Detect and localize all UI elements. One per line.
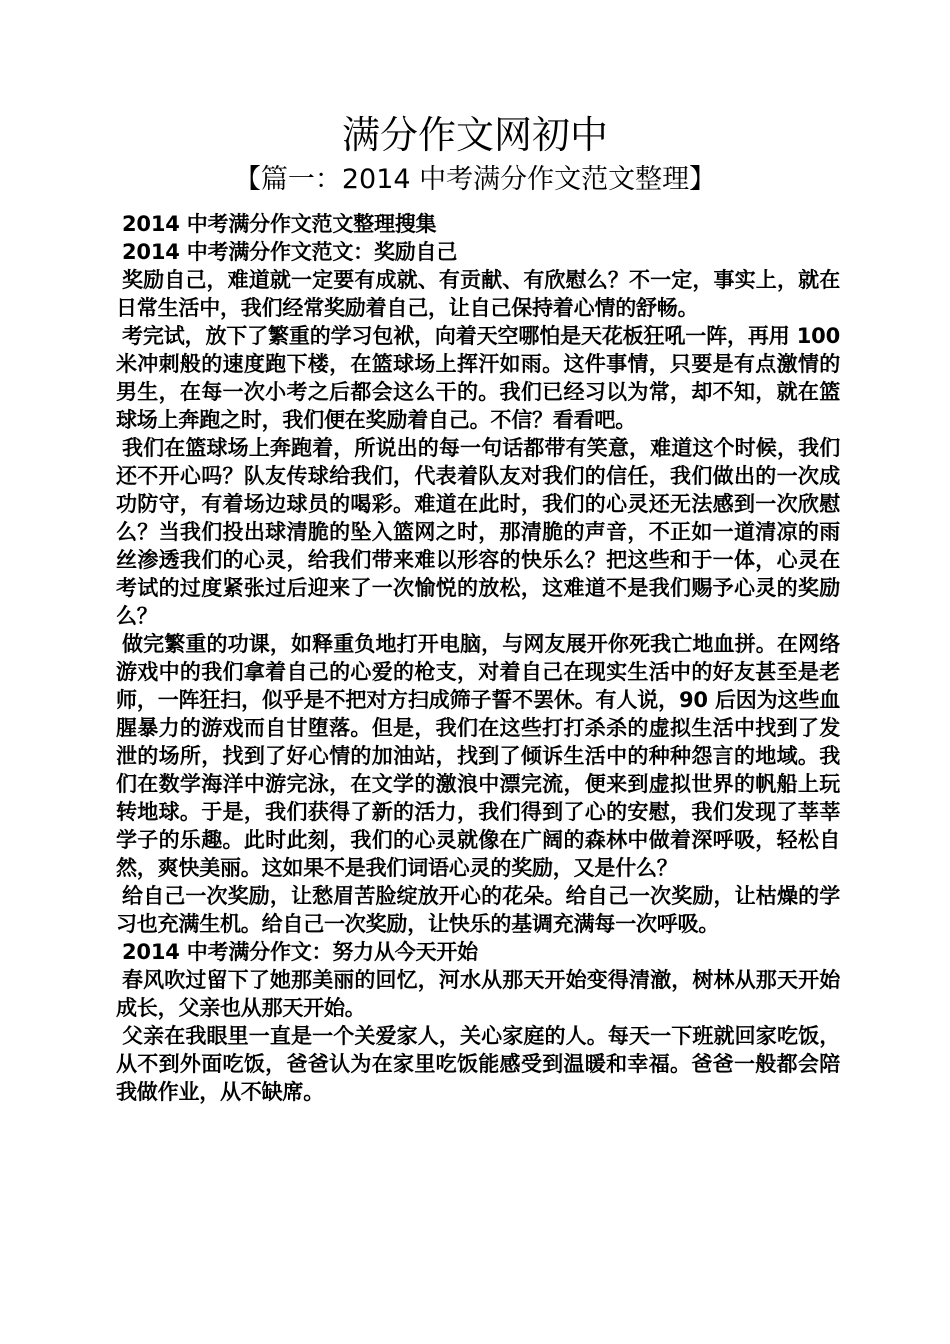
document-title: 满分作文网初中 (341, 113, 608, 157)
section-heading: 2014 中考满分作文范文整理搜集 (122, 212, 437, 236)
section-heading: 2014 中考满分作文范文：奖励自己 (122, 240, 458, 264)
paragraph: 考完试，放下了繁重的学习包袱，向着天空哪怕是天花板狂吼一阵，再用 100 米冲刺般的速度跑下楼，在篮球场上挥汗如雨。这件事情，只要是有点激情的男生，在每一次小考之后都会这么干的。我们已经习以为常，却不知，就在篮球场上奔跑之时，我们便在奖励着自己。不信？看看吧。 (116, 324, 840, 432)
paragraph: 做完繁重的功课，如释重负地打开电脑，与网友展开你死我亡地血拼。在网络游戏中的我们拿着自己的心爱的枪支，对着自己在现实生活中的好友甚至是老师，一阵狂扫，似乎是不把对方扫成筛子誓不罢休。有人说，90 后因为这些血腥暴力的游戏而自甘堕落。但是，我们在这些打打杀杀的虚拟生活中找到了发泄的场所，找到了好心情的加油站，找到了倾诉生活中的种种怨言的地域。我们在数学海洋中游完泳，在文学的激浪中漂完流，便来到虚拟世界的帆船上玩转地球。于是，我们获得了新的活力，我们得到了心的安慰，我们发现了莘莘学子的乐趣。此时此刻，我们的心灵就像在广阔的森林中做着深呼吸，轻松自然，爽快美丽。这如果不是我们词语心灵的奖励，又是什么？ (116, 632, 840, 880)
paragraph: 我们在篮球场上奔跑着，所说出的每一句话都带有笑意，难道这个时候，我们还不开心吗？队友传球给我们，代表着队友对我们的信任，我们做出的一次成功防守，有着场边球员的喝彩。难道在此时，我们的心灵还无法感到一次欣慰么？当我们投出球清脆的坠入篮网之时，那清脆的声音，不正如一道清凉的雨丝渗透我们的心灵，给我们带来难以形容的快乐么？把这些和于一体，心灵在考试的过度紧张过后迎来了一次愉悦的放松，这难道不是我们赐予心灵的奖励么？ (116, 436, 840, 628)
paragraph: 春风吹过留下了她那美丽的回忆，河水从那天开始变得清澈，树林从那天开始成长，父亲也从那天开始。 (116, 968, 840, 1020)
section-heading: 2014 中考满分作文：努力从今天开始 (122, 940, 478, 964)
paragraph: 给自己一次奖励，让愁眉苦脸绽放开心的花朵。给自己一次奖励，让枯燥的学习也充满生机。给自己一次奖励，让快乐的基调充满每一次呼吸。 (116, 884, 840, 936)
paragraph: 父亲在我眼里一直是一个关爱家人，关心家庭的人。每天一下班就回家吃饭，从不到外面吃饭，爸爸认为在家里吃饭能感受到温暖和幸福。爸爸一般都会陪我做作业，从不缺席。 (116, 1024, 840, 1104)
document-body (116, 210, 840, 1106)
document-subtitle: 【篇一：2014 中考满分作文范文整理】 (233, 164, 717, 195)
paragraph: 奖励自己，难道就一定要有成就、有贡献、有欣慰么？不一定，事实上，就在日常生活中，我们经常奖励着自己，让自己保持着心情的舒畅。 (116, 268, 840, 320)
